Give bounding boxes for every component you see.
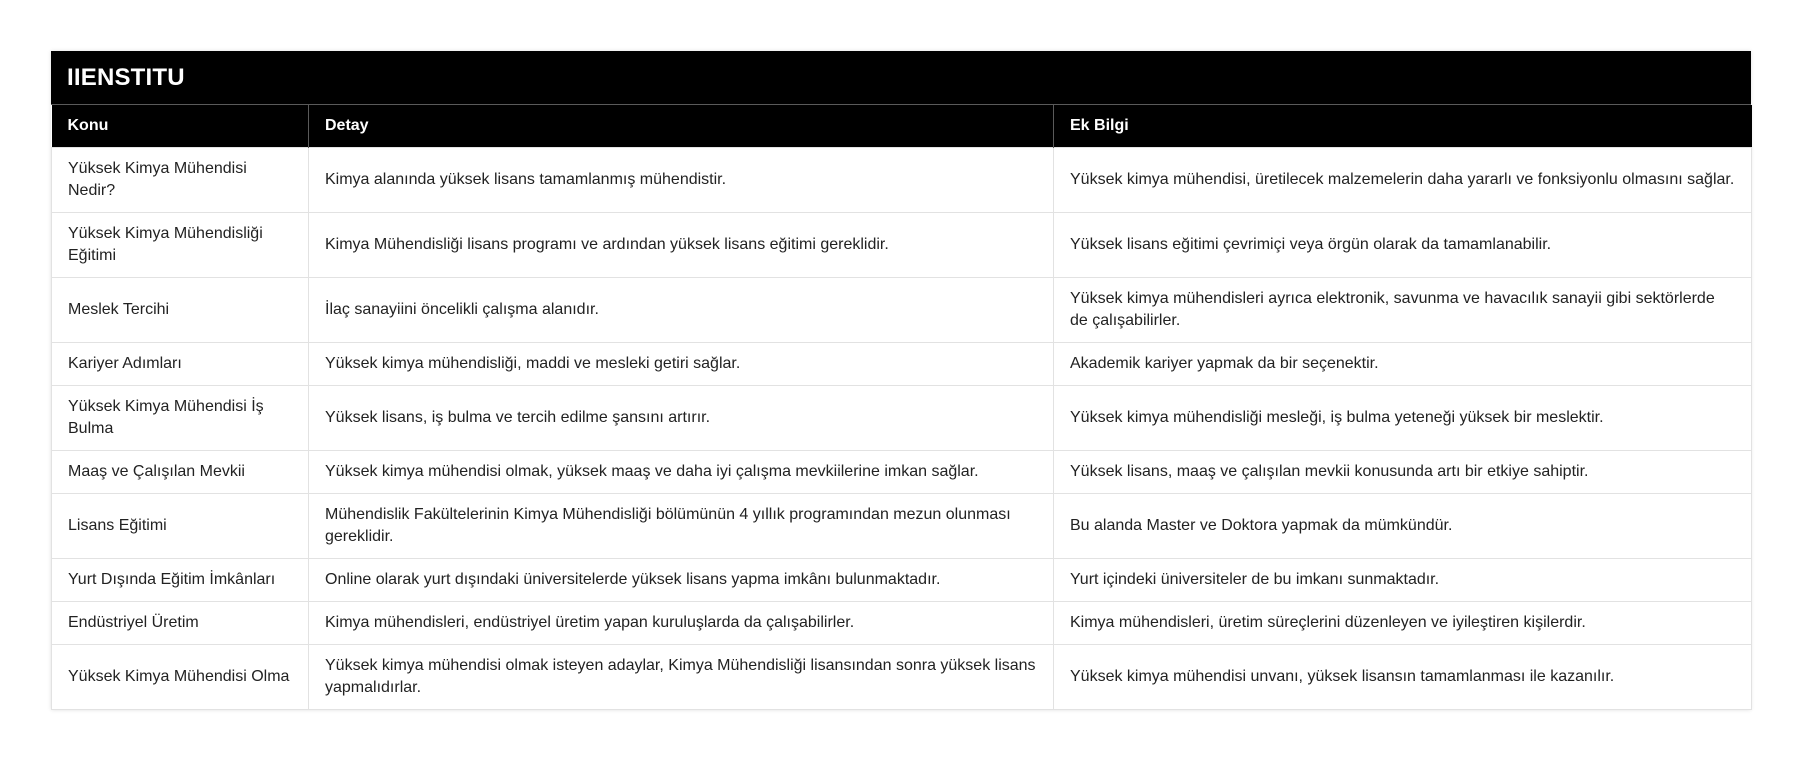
table-row bbox=[52, 342, 1752, 385]
cell-detay: Yüksek lisans, iş bulma ve tercih edilme şansını artırır. bbox=[309, 385, 1054, 450]
content-table-card bbox=[51, 51, 1751, 710]
cell-konu: Yurt Dışında Eğitim İmkânları bbox=[52, 558, 309, 601]
cell-detay: İlaç sanayiini öncelikli çalışma alanıdır. bbox=[309, 277, 1054, 342]
cell-detay: Online olarak yurt dışındaki üniversitelerde yüksek lisans yapma imkânı bulunmaktadır. bbox=[309, 558, 1054, 601]
column-header-konu: Konu bbox=[52, 105, 309, 147]
cell-ek-bilgi: Yüksek kimya mühendisi, üretilecek malzemelerin daha yararlı ve fonksiyonlu olmasını sağlar. bbox=[1054, 147, 1752, 212]
cell-ek-bilgi: Yüksek kimya mühendisleri ayrıca elektronik, savunma ve havacılık sanayii gibi sektörlerde de çalışabilirler. bbox=[1054, 277, 1752, 342]
cell-ek-bilgi: Bu alanda Master ve Doktora yapmak da mümkündür. bbox=[1054, 493, 1752, 558]
cell-detay: Yüksek kimya mühendisliği, maddi ve mesleki getiri sağlar. bbox=[309, 342, 1054, 385]
cell-detay: Yüksek kimya mühendisi olmak isteyen adaylar, Kimya Mühendisliği lisansından sonra yüksek lisans yapmalıdırlar. bbox=[309, 644, 1054, 709]
cell-detay: Yüksek kimya mühendisi olmak, yüksek maaş ve daha iyi çalışma mevkiilerine imkan sağlar. bbox=[309, 450, 1054, 493]
table-row bbox=[52, 385, 1752, 450]
table-body bbox=[52, 147, 1752, 709]
header-row bbox=[52, 105, 1752, 147]
cell-konu: Yüksek Kimya Mühendisliği Eğitimi bbox=[52, 212, 309, 277]
table-row bbox=[52, 644, 1752, 709]
cell-konu: Yüksek Kimya Mühendisi İş Bulma bbox=[52, 385, 309, 450]
table-row bbox=[52, 558, 1752, 601]
table-row bbox=[52, 147, 1752, 212]
cell-konu: Kariyer Adımları bbox=[52, 342, 309, 385]
table-row bbox=[52, 277, 1752, 342]
table-row bbox=[52, 450, 1752, 493]
column-header-ek-bilgi: Ek Bilgi bbox=[1054, 105, 1752, 147]
table-row bbox=[52, 212, 1752, 277]
table-row bbox=[52, 601, 1752, 644]
cell-ek-bilgi: Yüksek kimya mühendisliği mesleği, iş bulma yeteneği yüksek bir meslektir. bbox=[1054, 385, 1752, 450]
column-header-detay: Detay bbox=[309, 105, 1054, 147]
cell-ek-bilgi: Yüksek lisans, maaş ve çalışılan mevkii konusunda artı bir etkiye sahiptir. bbox=[1054, 450, 1752, 493]
table-row bbox=[52, 493, 1752, 558]
cell-detay: Mühendislik Fakültelerinin Kimya Mühendisliği bölümünün 4 yıllık programından mezun olunması gereklidir. bbox=[309, 493, 1054, 558]
cell-konu: Lisans Eğitimi bbox=[52, 493, 309, 558]
cell-konu: Maaş ve Çalışılan Mevkii bbox=[52, 450, 309, 493]
cell-ek-bilgi: Yüksek lisans eğitimi çevrimiçi veya örgün olarak da tamamlanabilir. bbox=[1054, 212, 1752, 277]
cell-detay: Kimya Mühendisliği lisans programı ve ardından yüksek lisans eğitimi gereklidir. bbox=[309, 212, 1054, 277]
cell-detay: Kimya mühendisleri, endüstriyel üretim yapan kuruluşlarda da çalışabilirler. bbox=[309, 601, 1054, 644]
cell-konu: Meslek Tercihi bbox=[52, 277, 309, 342]
brand-header bbox=[51, 51, 1751, 105]
cell-konu: Endüstriyel Üretim bbox=[52, 601, 309, 644]
cell-ek-bilgi: Akademik kariyer yapmak da bir seçenektir. bbox=[1054, 342, 1752, 385]
cell-ek-bilgi: Yurt içindeki üniversiteler de bu imkanı sunmaktadır. bbox=[1054, 558, 1752, 601]
cell-ek-bilgi: Kimya mühendisleri, üretim süreçlerini düzenleyen ve iyileştiren kişilerdir. bbox=[1054, 601, 1752, 644]
cell-detay: Kimya alanında yüksek lisans tamamlanmış mühendistir. bbox=[309, 147, 1054, 212]
cell-konu: Yüksek Kimya Mühendisi Olma bbox=[52, 644, 309, 709]
table-header bbox=[52, 105, 1752, 147]
info-table bbox=[51, 105, 1752, 710]
brand-title: IIENSTITU bbox=[67, 63, 185, 91]
cell-konu: Yüksek Kimya Mühendisi Nedir? bbox=[52, 147, 309, 212]
cell-ek-bilgi: Yüksek kimya mühendisi unvanı, yüksek lisansın tamamlanması ile kazanılır. bbox=[1054, 644, 1752, 709]
